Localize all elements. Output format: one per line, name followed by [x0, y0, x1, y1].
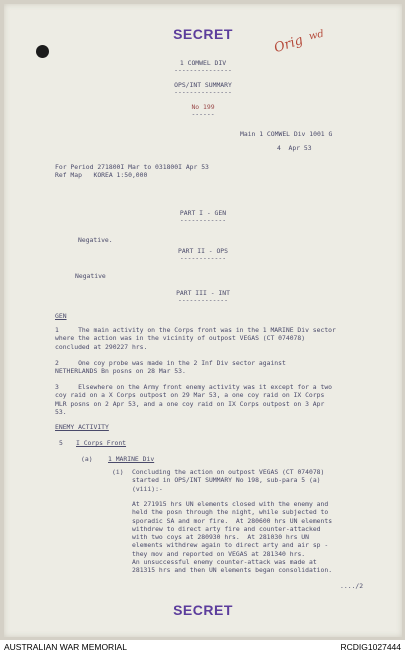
unit-rule: ---------------: [174, 66, 232, 74]
handwritten-note: Orig: [272, 32, 305, 57]
gen-paragraph-2: [55, 359, 286, 376]
text-line: started in OPS/INT SUMMARY No 198, sub-para 5 (a): [132, 476, 321, 485]
part3-rule: -------------: [177, 296, 229, 304]
part2-heading: PART II - OPS: [177, 247, 229, 255]
continued-marker: ..../2: [340, 582, 364, 590]
corps-front-heading: I Corps Front: [76, 439, 127, 447]
vegas-intro: [132, 468, 324, 493]
part1-rule: ------------: [179, 216, 227, 224]
text-line: Concluding the action on outpost VEGAS (CT 074078): [132, 468, 325, 476]
summary-number: No 199: [191, 103, 215, 111]
number-rule: ------: [191, 110, 215, 118]
classification-top: SECRET: [173, 26, 233, 42]
text-line: 1 The main activity on the Corps front was in the 1 MARINE Div sector: [55, 326, 336, 334]
part2-rule: ------------: [179, 254, 227, 262]
text-line: At 271915 hrs UN elements closed with the enemy and: [132, 500, 329, 508]
text-line: NETHERLANDS Bn posns on 28 Mar 53.: [55, 367, 186, 376]
gen-heading: GEN: [55, 312, 67, 320]
punch-hole: [36, 45, 49, 58]
part1-heading: PART I - GEN: [179, 209, 227, 217]
item-number: 5: [59, 439, 63, 447]
unit-name: 1 COMWEL DIV: [179, 59, 227, 67]
vegas-detail: [132, 500, 332, 575]
classification-bottom: SECRET: [173, 602, 233, 618]
text-line: held the posn through the night, while subjected to: [132, 508, 329, 517]
text-line: sporadic SA and mor fire. At 280600 hrs UN elements: [132, 516, 333, 525]
part2-body: Negative: [75, 272, 106, 280]
location: Main 1 COMWEL Div 1001 G: [240, 130, 333, 138]
subitem-label: (a): [81, 455, 93, 463]
part3-heading: PART III - INT: [176, 289, 230, 297]
text-line: they mov and reported on VEGAS at 281340 hrs.: [132, 549, 306, 558]
archive-name: AUSTRALIAN WAR MEMORIAL: [4, 642, 127, 652]
record-id: RCDIG1027444: [340, 642, 401, 652]
document-page: [4, 4, 402, 637]
part1-body: Negative.: [78, 236, 113, 244]
summary-title: OPS/INT SUMMARY: [174, 81, 232, 89]
gen-paragraph-1: [55, 326, 336, 351]
gen-paragraph-3: [55, 383, 332, 416]
text-line: MLR posns on 2 Apr 53, and a one coy raid on IX Corps outpost on 3 Apr: [55, 399, 325, 408]
text-line: 3 Elsewhere on the Army front enemy activity was it except for a two: [55, 383, 333, 391]
period: For Period 271800I Mar to 031800I Apr 53: [55, 163, 209, 171]
map-ref: Ref Map KOREA 1:50,000: [55, 171, 148, 179]
text-line: where the action was in the vicinity of outpost VEGAS (CT 074078): [55, 334, 306, 343]
text-line: 2 One coy probe was made in the 2 Inf Div sector against: [55, 359, 286, 367]
text-line: 281315 hrs and then UN elements began consolidation.: [132, 566, 333, 575]
text-line: An unsuccessful enemy counter-attack was made at: [132, 558, 317, 567]
text-line: (viii):-: [132, 484, 163, 493]
title-rule: ---------------: [174, 88, 232, 96]
text-line: with two coys at 280930 hrs. At 281030 hrs UN: [132, 533, 309, 542]
archive-footer: [0, 640, 405, 654]
division-heading: 1 MARINE Div: [108, 455, 155, 463]
text-line: 53.: [55, 407, 67, 416]
text-line: concluded at 290227 hrs.: [55, 342, 148, 351]
text-line: coy raid on a X Corps outpost on 29 Mar 53, a one coy raid on IX Corps: [55, 391, 325, 400]
handwritten-initials: wd: [308, 28, 325, 43]
text-line: withdrew to direct arty fire and counter-attacked: [132, 524, 321, 533]
enemy-activity-heading: ENEMY ACTIVITY: [55, 423, 109, 431]
item-label: (i): [112, 468, 124, 476]
date: 4 Apr 53: [277, 144, 312, 152]
text-line: elements withdrew again to direct arty and air sp -: [132, 541, 329, 550]
